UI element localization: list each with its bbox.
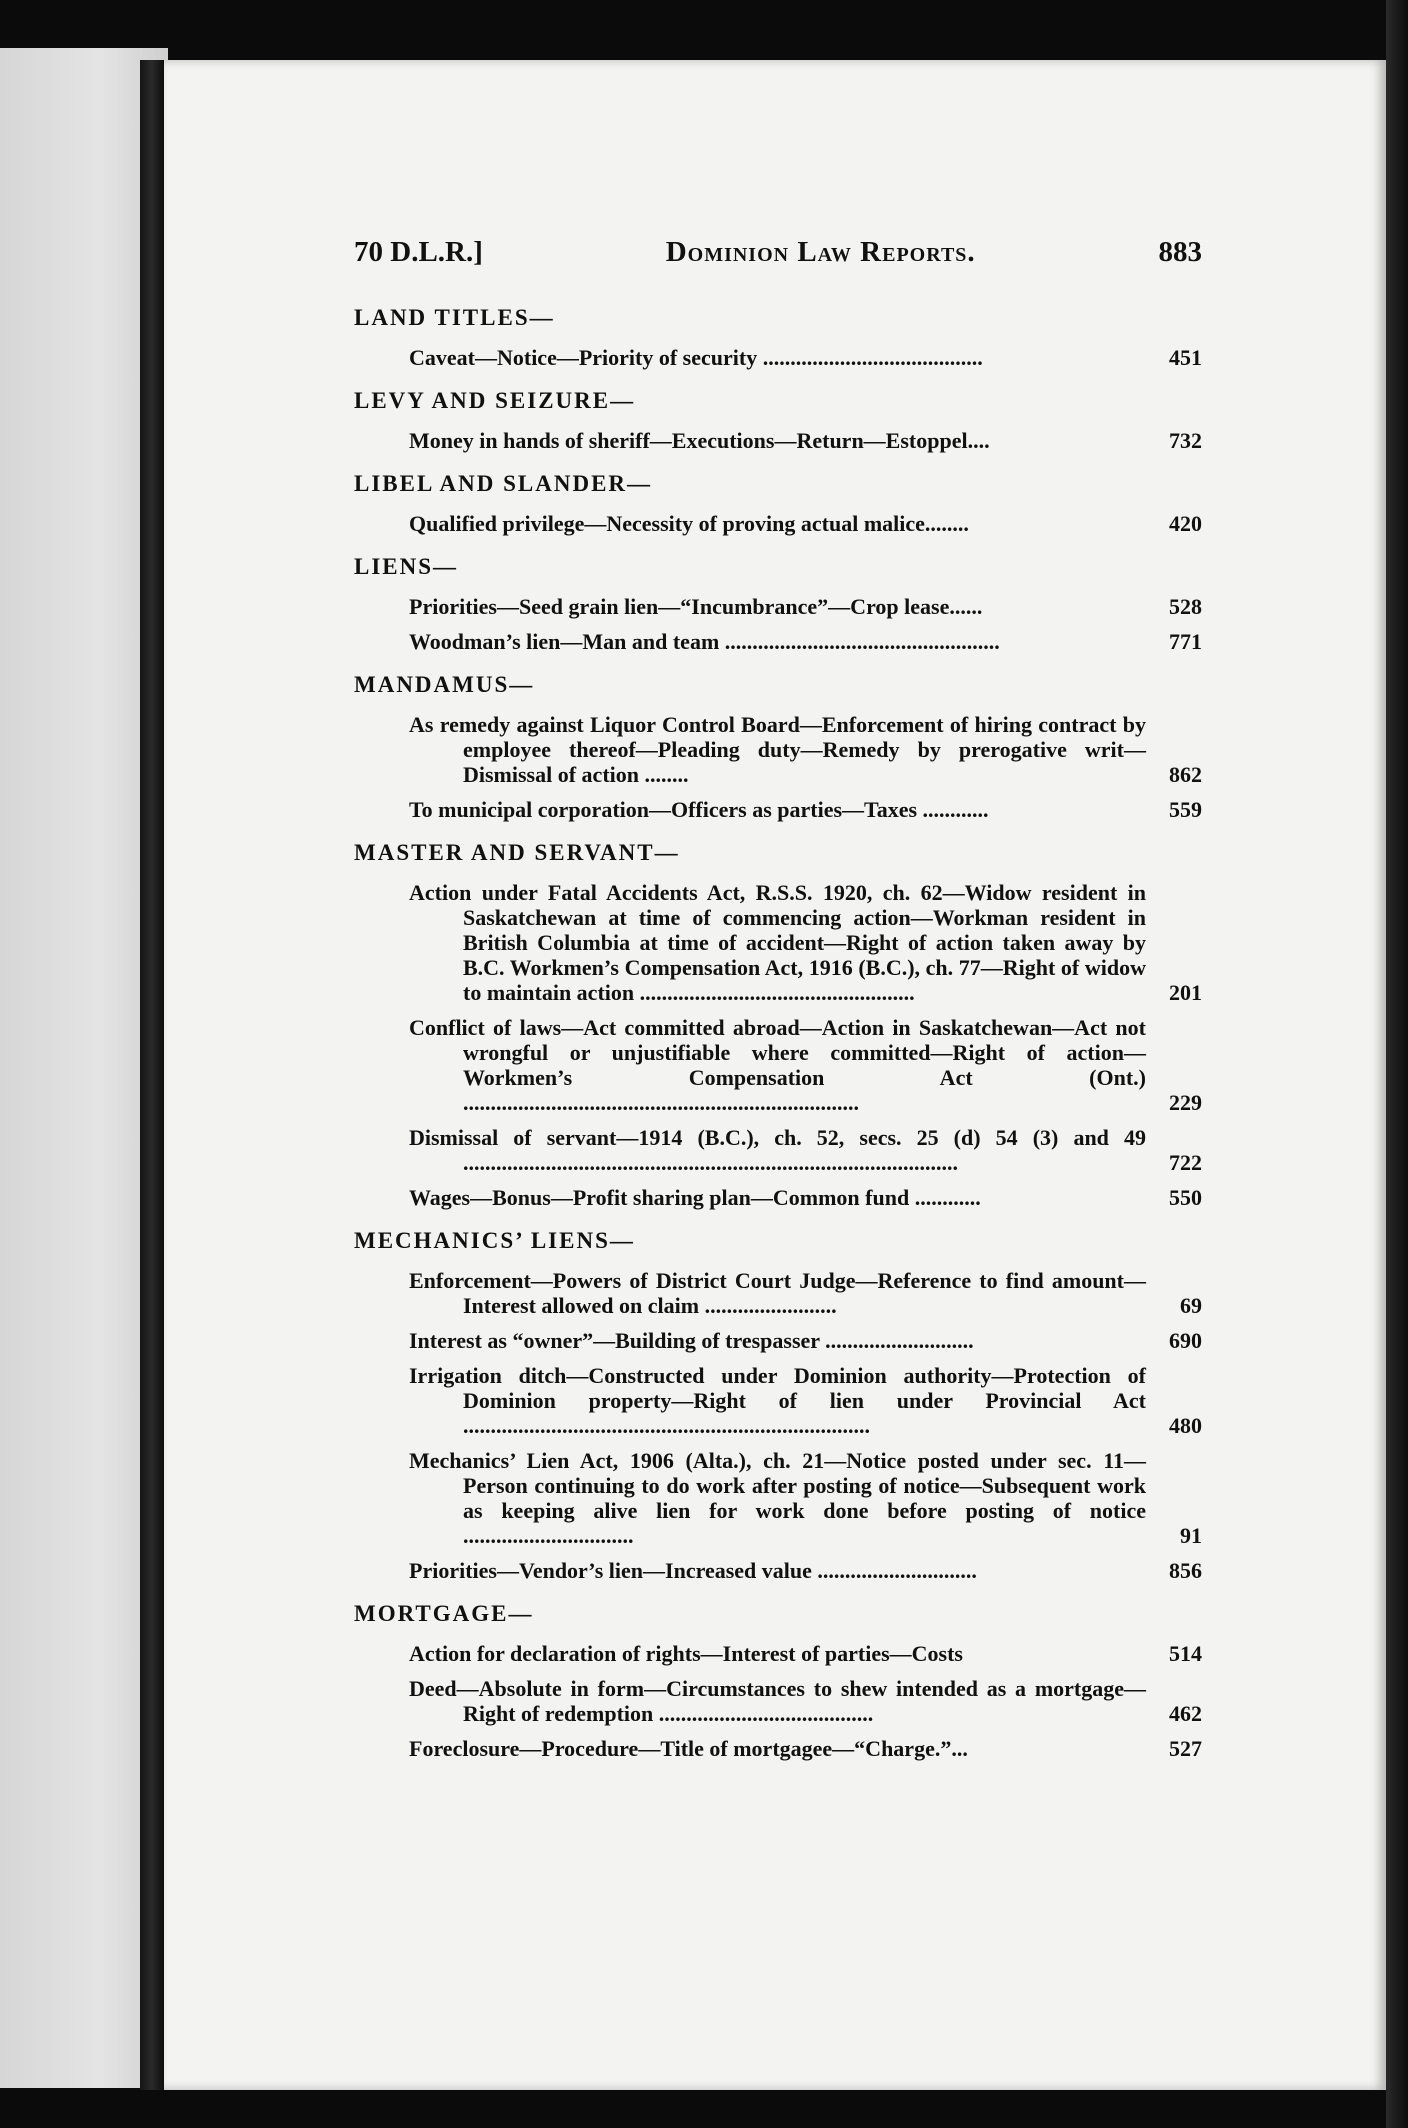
entry-text: To municipal corporation—Officers as parties—Taxes ............ [409,797,989,822]
entry-text: Irrigation ditch—Constructed under Dominion authority—Protection of Dominion property—Right of lien under Provincial Act .......................................................................... [409,1363,1146,1438]
index-section [354,471,1202,536]
section-heading: LAND TITLES— [354,305,555,330]
index-entry [409,594,1202,619]
index-entry [409,1448,1202,1548]
index-entry [409,797,1202,822]
entry-text: As remedy against Liquor Control Board—Enforcement of hiring contract by employee thereof—Pleading duty—Remedy by prerogative writ—Dismissal of action ........ [409,712,1146,787]
index-content [354,236,1202,1779]
entry-page-reference: 862 [1169,762,1202,787]
entry-page-reference: 420 [1169,511,1202,536]
section-heading: LIENS— [354,554,459,579]
section-heading: LIBEL AND SLANDER— [354,471,653,496]
section-heading: MECHANICS’ LIENS— [354,1228,635,1253]
running-header [354,236,1202,269]
entry-text: Wages—Bonus—Profit sharing plan—Common fund ............ [409,1185,981,1210]
index-section [354,305,1202,370]
entry-text: Priorities—Vendor’s lien—Increased value ............................. [409,1558,977,1583]
index-entry [409,1641,1202,1666]
entry-page-reference: 690 [1169,1328,1202,1353]
entry-page-reference: 69 [1180,1293,1202,1318]
section-heading: MASTER AND SERVANT— [354,840,680,865]
entry-page-reference: 722 [1169,1150,1202,1175]
index-section [354,1228,1202,1583]
index-entry [409,1736,1202,1761]
index-entry [409,629,1202,654]
entry-page-reference: 528 [1169,594,1202,619]
index-entry [409,511,1202,536]
index-section [354,840,1202,1210]
entry-text: Interest as “owner”—Building of trespasser ........................... [409,1328,974,1353]
entry-page-reference: 559 [1169,797,1202,822]
entry-text: Mechanics’ Lien Act, 1906 (Alta.), ch. 21—Notice posted under sec. 11—Person continuing to do work after posting of notice—Subsequent work as keeping alive lien for work done before posting of notice ............................... [409,1448,1146,1548]
index-entry [409,1185,1202,1210]
index-entry [409,1558,1202,1583]
index-entry [409,1125,1202,1175]
index-entry [409,880,1202,1005]
entry-page-reference: 856 [1169,1558,1202,1583]
page-right-border [1386,0,1408,2128]
index-entry [409,1328,1202,1353]
entry-text: Priorities—Seed grain lien—“Incumbrance”—Crop lease...... [409,594,983,619]
index-entry [409,428,1202,453]
book-spine-edge [140,60,164,2090]
index-entry [409,1268,1202,1318]
entry-text: Qualified privilege—Necessity of proving actual malice........ [409,511,969,536]
entry-page-reference: 229 [1169,1090,1202,1115]
section-heading: LEVY AND SEIZURE— [354,388,636,413]
volume-label: 70 D.L.R.] [354,236,483,268]
section-heading: MORTGAGE— [354,1601,534,1626]
index-section [354,672,1202,822]
entry-page-reference: 771 [1169,629,1202,654]
entry-page-reference: 527 [1169,1736,1202,1761]
entry-page-reference: 451 [1169,345,1202,370]
entry-text: Dismissal of servant—1914 (B.C.), ch. 52, secs. 25 (d) 54 (3) and 49 .......................................................................................... [409,1125,1146,1175]
entry-page-reference: 91 [1180,1523,1202,1548]
section-heading: MANDAMUS— [354,672,535,697]
entry-text: Enforcement—Powers of District Court Judge—Reference to find amount—Interest allowed on claim ........................ [409,1268,1146,1318]
entry-text: Money in hands of sheriff—Executions—Return—Estoppel.... [409,428,990,453]
index-section [354,554,1202,654]
index-entry [409,345,1202,370]
entry-text: Conflict of laws—Act committed abroad—Action in Saskatchewan—Act not wrongful or unjustifiable where committed—Right of action—Workmen’s Compensation Act (Ont.) ........................................................................ [409,1015,1146,1115]
entry-page-reference: 462 [1169,1701,1202,1726]
page-number: 883 [1158,236,1202,268]
entry-page-reference: 514 [1169,1641,1202,1666]
index-entry [409,1676,1202,1726]
index-sections [354,305,1202,1761]
entry-text: Caveat—Notice—Priority of security ........................................ [409,345,983,370]
entry-text: Woodman’s lien—Man and team .................................................. [409,629,1000,654]
entry-page-reference: 550 [1169,1185,1202,1210]
index-section [354,388,1202,453]
index-entry [409,1363,1202,1438]
entry-text: Action under Fatal Accidents Act, R.S.S. 1920, ch. 62—Widow resident in Saskatchewan at time of commencing action—Workman resident in British Columbia at time of accident—Right of action taken away by B.C. Workmen’s Compensation Act, 1916 (B.C.), ch. 77—Right of widow to maintain action .................................................. [409,880,1146,1005]
journal-title: Dominion Law Reports. [665,236,976,268]
entry-text: Deed—Absolute in form—Circumstances to shew intended as a mortgage—Right of redemption ....................................... [409,1676,1146,1726]
entry-page-reference: 201 [1169,980,1202,1005]
index-entry [409,1015,1202,1115]
entry-page-reference: 732 [1169,428,1202,453]
entry-text: Action for declaration of rights—Interest of parties—Costs [409,1641,963,1666]
index-entry [409,712,1202,787]
index-section [354,1601,1202,1761]
entry-text: Foreclosure—Procedure—Title of mortgagee—“Charge.”... [409,1736,968,1761]
entry-page-reference: 480 [1169,1413,1202,1438]
